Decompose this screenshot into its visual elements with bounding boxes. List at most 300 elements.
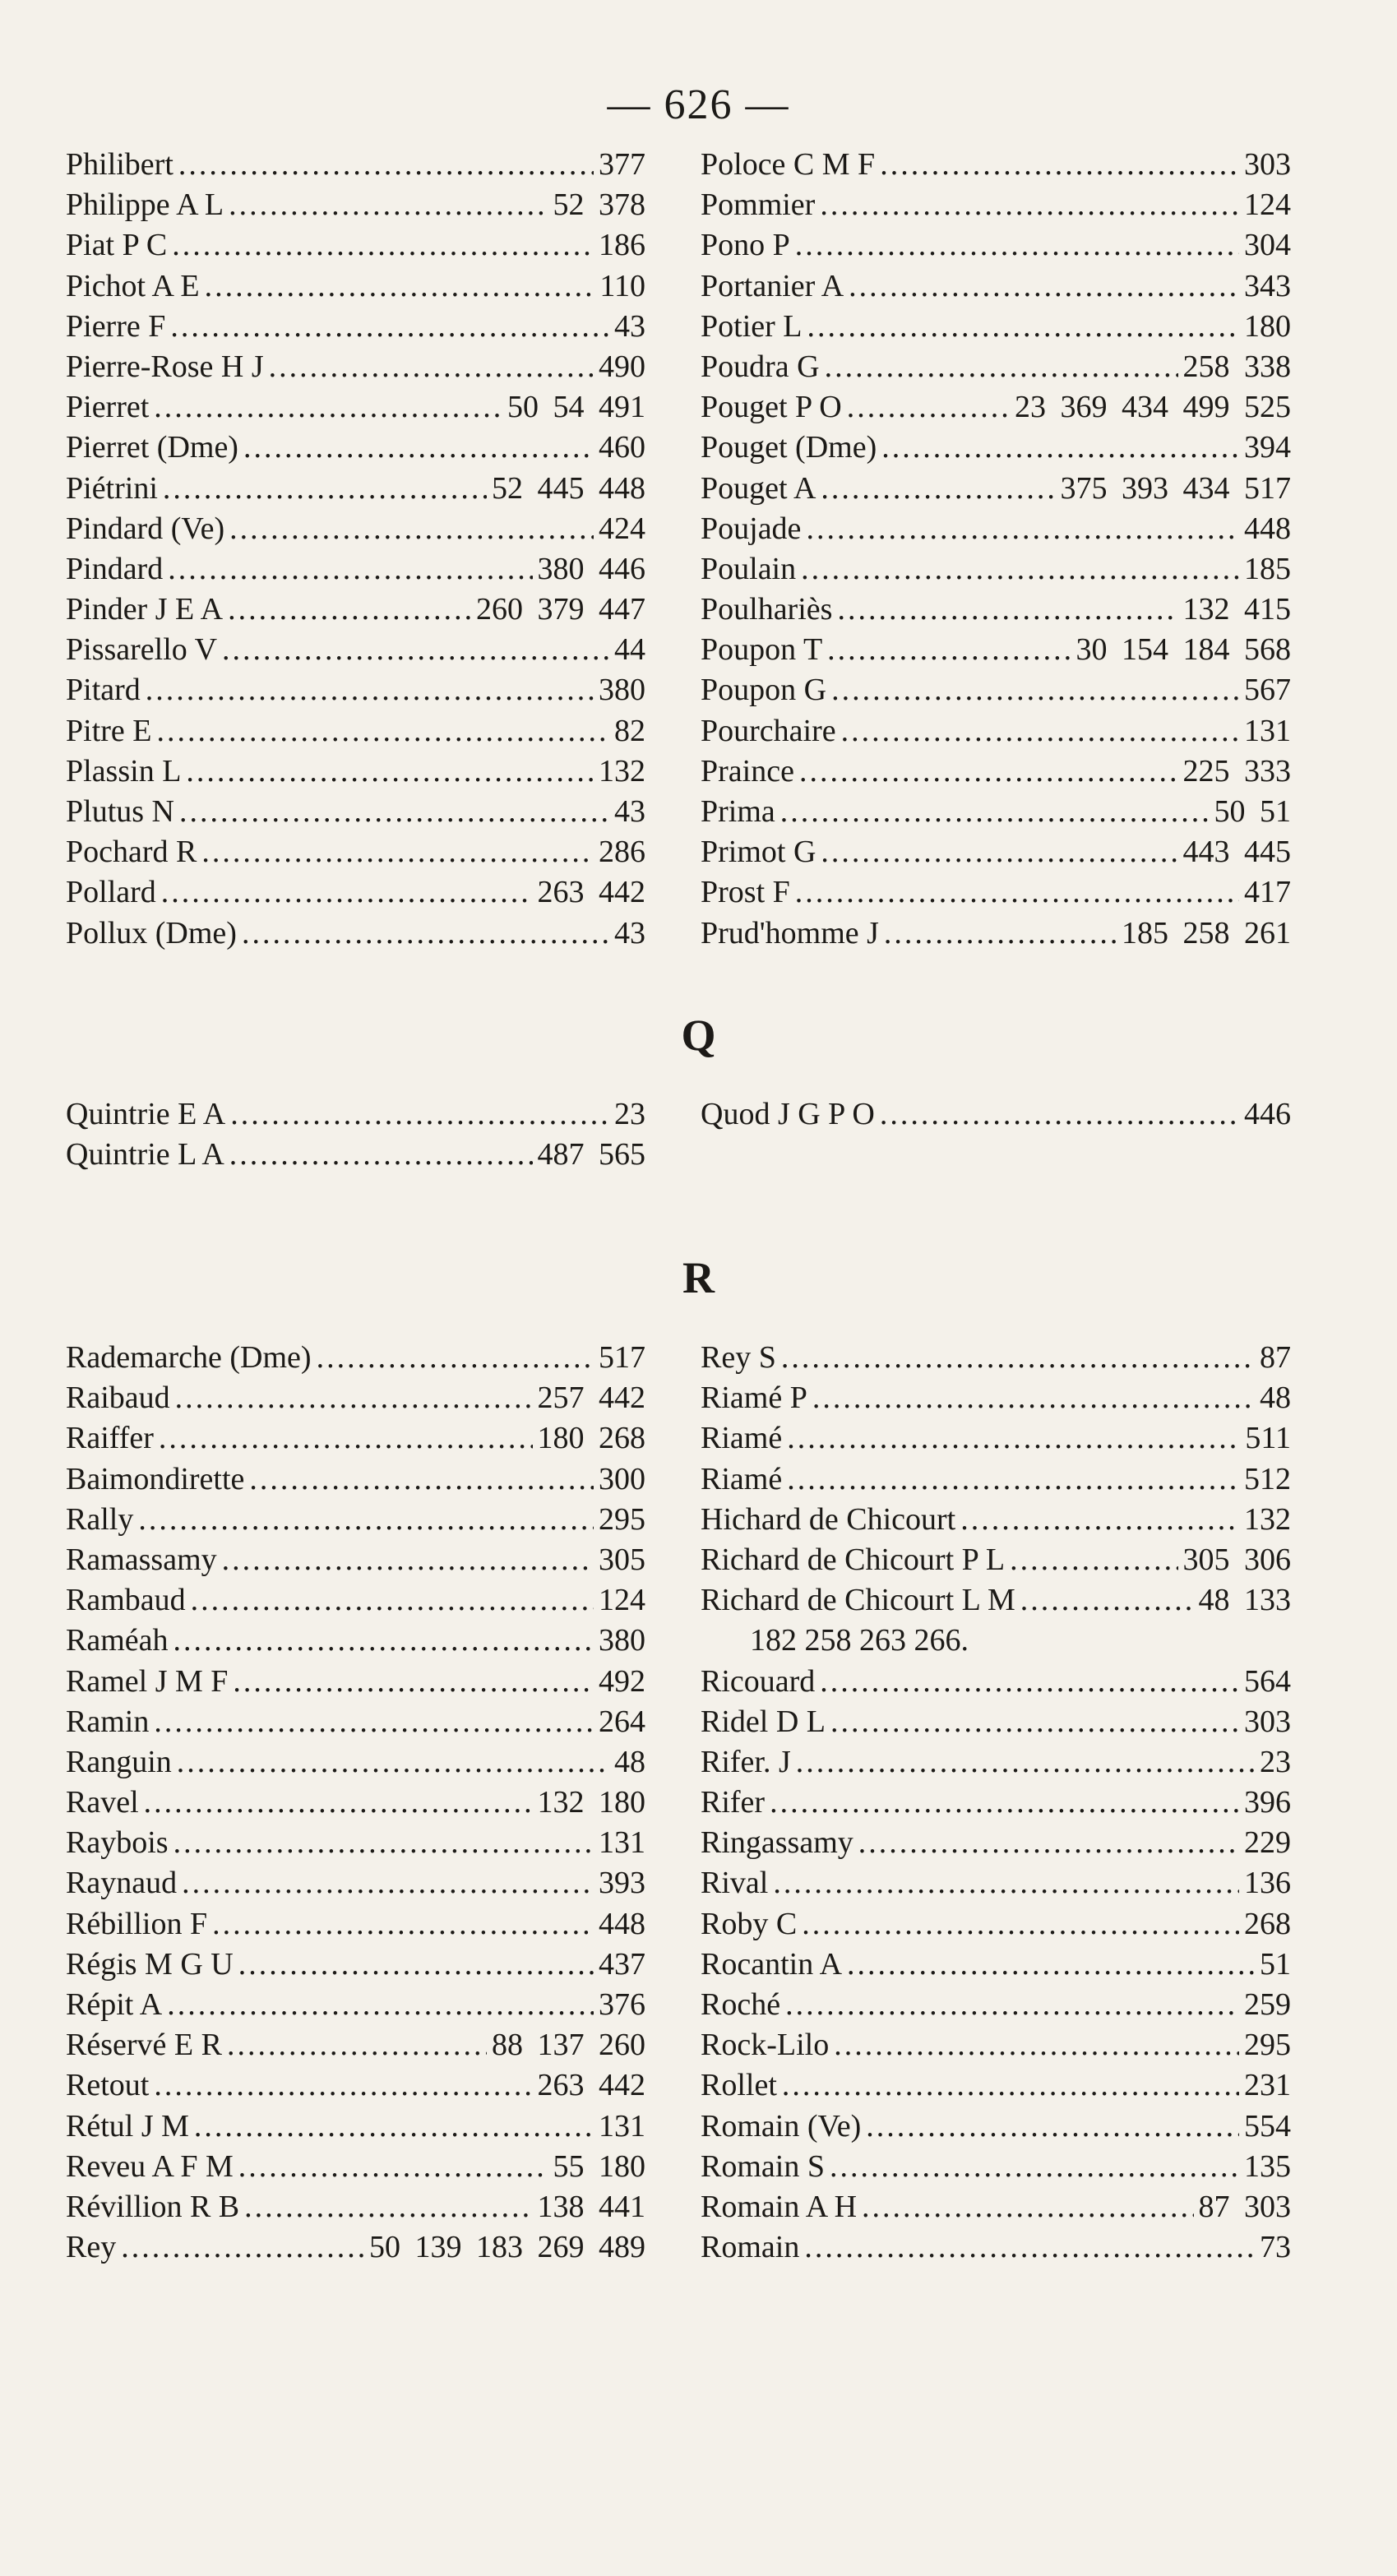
entry-page-refs: 446 [1244, 1097, 1291, 1131]
entry-page-refs: 50 51 [1214, 794, 1291, 829]
entry-page-refs: 231 [1244, 2068, 1291, 2103]
dot-leader [144, 1783, 533, 1823]
entry-page-refs: 180 268 [537, 1421, 645, 1456]
dot-leader [229, 509, 594, 549]
index-entry [66, 509, 645, 549]
dot-leader [154, 1702, 594, 1742]
entry-page-refs: 23 [614, 1097, 645, 1131]
dot-leader [1020, 1580, 1194, 1621]
index-entry [66, 2147, 645, 2187]
dot-leader [191, 1580, 594, 1621]
index-column-left [66, 145, 645, 954]
index-column-right [701, 1338, 1291, 2268]
index-entry [66, 2187, 645, 2227]
index-column-right [701, 145, 1291, 954]
entry-page-refs: 55 180 [553, 2148, 645, 2184]
index-entry-continuation [701, 1621, 1291, 1661]
dot-leader [269, 347, 594, 387]
entry-name: Philippe A L [66, 187, 224, 223]
index-entry [66, 913, 645, 954]
entry-name: Rambaud [66, 1583, 186, 1618]
index-entry [66, 1783, 645, 1823]
index-entry [701, 590, 1291, 630]
index-entry [701, 1945, 1291, 1985]
entry-name: Ravel [66, 1785, 139, 1820]
entry-page-refs: 517 [599, 1340, 645, 1375]
entry-name: Rock-Lilo [701, 2028, 830, 2063]
dot-leader [212, 1904, 594, 1945]
dot-leader [230, 1094, 609, 1135]
index-column-left [66, 1338, 645, 2268]
dot-leader [825, 347, 1178, 387]
entry-page-refs: 229 [1244, 1825, 1291, 1861]
entry-name: Roché [701, 1987, 781, 2022]
entry-page-refs: 377 [599, 147, 645, 182]
index-entry [66, 347, 645, 387]
index-entry [66, 1500, 645, 1540]
dot-leader [227, 2025, 487, 2065]
entry-name: Réservé E R [66, 2028, 222, 2063]
entry-name: Primot G [701, 835, 816, 870]
dot-leader [841, 711, 1239, 752]
dot-leader [960, 1500, 1239, 1540]
dot-leader [173, 1823, 594, 1863]
entry-page-refs: 380 446 [537, 551, 645, 586]
entry-name: Quod J G P O [701, 1097, 875, 1131]
index-entry [66, 307, 645, 347]
dot-leader [820, 1662, 1239, 1702]
entry-page-refs: 23 369 434 499 525 [1015, 390, 1291, 425]
dot-leader [243, 428, 594, 468]
entry-name: Quintrie E A [66, 1097, 226, 1131]
dot-leader [167, 1985, 594, 2025]
entry-page-refs: 124 [1244, 187, 1291, 223]
entry-page-refs: 490 [599, 349, 645, 384]
entry-page-refs: 132 180 [537, 1785, 645, 1820]
entry-page-refs: 48 [1260, 1380, 1291, 1416]
entry-page-refs: 460 [599, 430, 645, 465]
dot-leader [802, 1904, 1239, 1945]
dot-leader [229, 185, 548, 225]
dot-leader [858, 1823, 1239, 1863]
index-entry [701, 1863, 1291, 1903]
dot-leader [807, 307, 1239, 347]
entry-name: Ramel J M F [66, 1663, 229, 1699]
index-entry [701, 1459, 1291, 1500]
dot-leader [159, 1418, 533, 1459]
dot-leader [317, 1338, 594, 1378]
entry-name: Ramassamy [66, 1542, 217, 1577]
dot-leader [834, 2025, 1239, 2065]
dot-leader [880, 1094, 1239, 1135]
index-entry [66, 266, 645, 307]
dot-leader [1010, 1540, 1177, 1580]
entry-name: Romain [701, 2230, 800, 2265]
dot-leader [837, 590, 1177, 630]
index-entry [66, 792, 645, 832]
entry-name: Rey S [701, 1340, 776, 1375]
dot-leader [156, 711, 609, 752]
dot-leader [138, 1500, 594, 1540]
dot-leader [175, 1378, 533, 1418]
index-column-right [701, 1094, 1291, 1135]
entry-name: Pierre F [66, 308, 166, 344]
entry-name: Praince [701, 753, 794, 789]
entry-page-refs: 304 [1244, 228, 1291, 263]
dot-leader [154, 2065, 532, 2106]
index-entry [701, 2107, 1291, 2147]
entry-name: Rademarche (Dme) [66, 1340, 312, 1375]
index-entry [701, 630, 1291, 670]
index-entry [66, 1094, 645, 1135]
entry-page-refs: 492 [599, 1663, 645, 1699]
entry-name: Pollard [66, 875, 156, 910]
dot-leader [866, 2107, 1239, 2147]
entry-name: Pichot A E [66, 268, 200, 303]
dot-leader [796, 1742, 1255, 1783]
entry-name: Rival [701, 1866, 769, 1901]
index-entry [701, 2187, 1291, 2227]
entry-name: Quintrie L A [66, 1137, 224, 1172]
index-entry [701, 1418, 1291, 1459]
dot-leader [238, 1945, 594, 1985]
entry-name: Riamé P [701, 1380, 807, 1416]
entry-page-refs: 394 [1244, 430, 1291, 465]
entry-name: Pourchaire [701, 713, 836, 748]
index-entry [66, 2065, 645, 2106]
entry-page-refs: 110 [599, 268, 645, 303]
index-entry [701, 1783, 1291, 1823]
index-entry [66, 1135, 645, 1175]
entry-name: Plutus N [66, 794, 174, 829]
dot-leader [163, 469, 487, 509]
entry-page-refs: 88 137 260 [492, 2028, 645, 2063]
index-entry [701, 1702, 1291, 1742]
entry-page-refs: 554 [1244, 2108, 1291, 2144]
index-entry [66, 2107, 645, 2147]
dot-leader [172, 225, 594, 266]
entry-page-refs: 23 [1260, 1744, 1291, 1779]
entry-name: 182 258 263 266. [750, 1623, 969, 1658]
entry-page-refs: 305 306 [1182, 1542, 1291, 1577]
index-entry [701, 347, 1291, 387]
index-entry [701, 872, 1291, 913]
index-entry [701, 792, 1291, 832]
index-entry [701, 1540, 1291, 1580]
index-entry [66, 469, 645, 509]
entry-name: Raynaud [66, 1866, 178, 1901]
entry-page-refs: 131 [599, 1825, 645, 1861]
dot-leader [773, 1863, 1239, 1903]
entry-page-refs: 48 [614, 1744, 645, 1779]
entry-name: Plassin L [66, 753, 182, 789]
entry-page-refs: 380 [599, 673, 645, 708]
dot-leader [770, 1783, 1239, 1823]
entry-page-refs: 131 [1244, 713, 1291, 748]
entry-page-refs: 448 [599, 1906, 645, 1941]
index-entry [66, 752, 645, 792]
entry-page-refs: 185 258 261 [1122, 915, 1291, 950]
entry-name: Révillion R B [66, 2189, 240, 2224]
dot-leader [804, 2227, 1255, 2268]
entry-name: Pouget A [701, 470, 816, 506]
dot-leader [244, 2187, 532, 2227]
entry-page-refs: 48 133 [1198, 1583, 1291, 1618]
index-entry [701, 145, 1291, 185]
dot-leader [830, 2147, 1239, 2187]
entry-name: Rey [66, 2230, 117, 2265]
entry-name: Rollet [701, 2068, 777, 2103]
index-entry [66, 1945, 645, 1985]
entry-name: Rifer. J [701, 1744, 791, 1779]
index-entry [66, 549, 645, 590]
entry-page-refs: 52 445 448 [492, 470, 645, 506]
entry-name: Ranguin [66, 1744, 172, 1779]
entry-page-refs: 51 [1260, 1946, 1291, 1982]
dot-leader [881, 428, 1239, 468]
entry-name: Prost F [701, 875, 790, 910]
index-entry [66, 185, 645, 225]
entry-name: Raibaud [66, 1380, 170, 1416]
index-entry [66, 1580, 645, 1621]
dot-leader [831, 670, 1239, 710]
dot-leader [233, 1662, 594, 1702]
dot-leader [847, 387, 1010, 428]
entry-name: Riamé [701, 1461, 783, 1496]
dot-leader [812, 1378, 1255, 1418]
entry-name: Pierret [66, 390, 150, 425]
index-entry [66, 630, 645, 670]
entry-name: Pouget P O [701, 390, 842, 425]
entry-page-refs: 259 [1244, 1987, 1291, 2022]
index-entry [66, 1985, 645, 2025]
entry-name: Potier L [701, 308, 803, 344]
index-entry [701, 670, 1291, 710]
entry-page-refs: 185 [1244, 551, 1291, 586]
entry-page-refs: 52 378 [553, 187, 645, 223]
entry-page-refs: 567 [1244, 673, 1291, 708]
dot-leader [795, 872, 1239, 913]
entry-name: Prud'homme J [701, 915, 879, 950]
dot-leader [795, 225, 1239, 266]
entry-page-refs: 343 [1244, 268, 1291, 303]
entry-name: Pouget (Dme) [701, 430, 877, 465]
entry-page-refs: 82 [614, 713, 645, 748]
dot-leader [242, 913, 609, 954]
index-entry [701, 2025, 1291, 2065]
index-entry [701, 1662, 1291, 1702]
entry-page-refs: 87 303 [1198, 2189, 1291, 2224]
dot-leader [849, 266, 1239, 307]
page-number: — 626 — [607, 81, 790, 128]
entry-name: Baimondirette [66, 1461, 245, 1496]
index-entry [66, 2227, 645, 2268]
entry-page-refs: 295 [1244, 2028, 1291, 2063]
index-entry [66, 1338, 645, 1378]
entry-name: Poulhariès [701, 592, 833, 627]
entry-name: Philibert [66, 147, 173, 182]
index-column-left [66, 1094, 645, 1175]
index-entry [701, 1094, 1291, 1135]
entry-page-refs: 30 154 184 568 [1076, 632, 1291, 668]
entry-page-refs: 50 139 183 269 489 [369, 2230, 645, 2265]
entry-name: Romain A H [701, 2189, 858, 2224]
entry-page-refs: 264 [599, 1704, 645, 1739]
index-entry [701, 2065, 1291, 2106]
dot-leader [827, 630, 1071, 670]
dot-leader [173, 1621, 594, 1661]
entry-name: Poulain [701, 551, 797, 586]
entry-page-refs: 448 [1244, 511, 1291, 546]
entry-name: Portanier A [701, 268, 844, 303]
entry-page-refs: 131 [599, 2108, 645, 2144]
entry-name: Pono P [701, 228, 790, 263]
dot-leader [884, 913, 1117, 954]
entry-name: Raybois [66, 1825, 169, 1861]
entry-name: Romain (Ve) [701, 2108, 862, 2144]
entry-name: Ringassamy [701, 1825, 853, 1861]
entry-name: Pissarello V [66, 632, 218, 668]
entry-name: Régis M G U [66, 1946, 234, 1982]
entry-page-refs: 132 415 [1182, 592, 1291, 627]
index-entry [66, 1823, 645, 1863]
index-entry [66, 832, 645, 872]
dot-leader [121, 2227, 364, 2268]
index-entry [66, 872, 645, 913]
index-entry [701, 307, 1291, 347]
entry-name: Ramin [66, 1704, 150, 1739]
entry-name: Poloce C M F [701, 147, 876, 182]
entry-name: Pierre-Rose H J [66, 349, 264, 384]
entry-name: Pierret (Dme) [66, 430, 238, 465]
index-entry [66, 1540, 645, 1580]
entry-name: Roby C [701, 1906, 798, 1941]
dot-leader [238, 2147, 548, 2187]
index-entry [701, 225, 1291, 266]
dot-leader [186, 752, 594, 792]
entry-name: Poudra G [701, 349, 820, 384]
entry-name: Piétrini [66, 470, 158, 506]
entry-page-refs: 180 [1244, 308, 1291, 344]
entry-name: Ricouard [701, 1663, 816, 1699]
entry-name: Ridel D L [701, 1704, 826, 1739]
entry-page-refs: 268 [1244, 1906, 1291, 1941]
entry-page-refs: 43 [614, 308, 645, 344]
index-entry [701, 387, 1291, 428]
dot-leader [880, 145, 1239, 185]
dot-leader [168, 549, 532, 590]
entry-name: Pinder J E A [66, 592, 224, 627]
entry-name: Richard de Chicourt L M [701, 1583, 1015, 1618]
entry-name: Poupon G [701, 673, 827, 708]
dot-leader [780, 792, 1210, 832]
index-entry [701, 2227, 1291, 2268]
entry-page-refs: 263 442 [537, 2068, 645, 2103]
entry-name: Riamé [701, 1421, 783, 1456]
index-entry [66, 145, 645, 185]
index-entry [701, 1580, 1291, 1621]
entry-page-refs: 263 442 [537, 875, 645, 910]
entry-page-refs: 132 [1244, 1501, 1291, 1537]
dot-leader [222, 630, 609, 670]
entry-page-refs: 396 [1244, 1785, 1291, 1820]
index-entry [701, 752, 1291, 792]
dot-leader [170, 307, 609, 347]
section-letter-q: Q [681, 1011, 716, 1060]
entry-page-refs: 138 441 [537, 2189, 645, 2224]
entry-page-refs: 376 [599, 1987, 645, 2022]
index-entry [66, 1662, 645, 1702]
entry-name: Reveu A F M [66, 2148, 234, 2184]
entry-name: Romain S [701, 2148, 825, 2184]
index-entry [701, 1378, 1291, 1418]
dot-leader [785, 1985, 1239, 2025]
dot-leader [249, 1459, 594, 1500]
index-entry [701, 913, 1291, 954]
entry-name: Piat P C [66, 228, 168, 263]
entry-page-refs: 286 [599, 835, 645, 870]
index-entry [701, 2147, 1291, 2187]
entry-name: Poujade [701, 511, 802, 546]
dot-leader [799, 752, 1178, 792]
dot-leader [154, 387, 502, 428]
index-entry [701, 1742, 1291, 1783]
index-entry [701, 1985, 1291, 2025]
index-entry [66, 590, 645, 630]
entry-name: Retout [66, 2068, 150, 2103]
entry-name: Pommier [701, 187, 816, 223]
entry-page-refs: 487 565 [537, 1137, 645, 1172]
dot-leader [781, 1338, 1255, 1378]
index-entry [66, 1418, 645, 1459]
index-entry [701, 469, 1291, 509]
dot-leader [820, 185, 1239, 225]
index-entry [701, 1500, 1291, 1540]
dot-leader [201, 832, 594, 872]
entry-page-refs: 393 [599, 1866, 645, 1901]
entry-page-refs: 225 333 [1182, 753, 1291, 789]
entry-name: Rally [66, 1501, 134, 1537]
entry-page-refs: 443 445 [1182, 835, 1291, 870]
entry-name: Pindard [66, 551, 164, 586]
dot-leader [801, 549, 1239, 590]
entry-name: Rifer [701, 1785, 766, 1820]
entry-page-refs: 135 [1244, 2148, 1291, 2184]
entry-name: Prima [701, 794, 775, 829]
entry-name: Richard de Chicourt P L [701, 1542, 1006, 1577]
entry-page-refs: 305 [599, 1542, 645, 1577]
index-entry [66, 1459, 645, 1500]
dot-leader [847, 1945, 1255, 1985]
dot-leader [229, 1135, 533, 1175]
entry-name: Pollux (Dme) [66, 915, 237, 950]
entry-page-refs: 124 [599, 1583, 645, 1618]
index-entry [66, 711, 645, 752]
entry-page-refs: 186 [599, 228, 645, 263]
index-entry [66, 1904, 645, 1945]
index-entry [701, 428, 1291, 468]
dot-leader [205, 266, 595, 307]
dot-leader [161, 872, 533, 913]
dot-leader [862, 2187, 1193, 2227]
entry-page-refs: 132 [599, 753, 645, 789]
index-entry [701, 549, 1291, 590]
entry-page-refs: 564 [1244, 1663, 1291, 1699]
section-letter-r: R [682, 1253, 715, 1302]
dot-leader [228, 590, 471, 630]
entry-name: Pindard (Ve) [66, 511, 225, 546]
index-entry [66, 387, 645, 428]
